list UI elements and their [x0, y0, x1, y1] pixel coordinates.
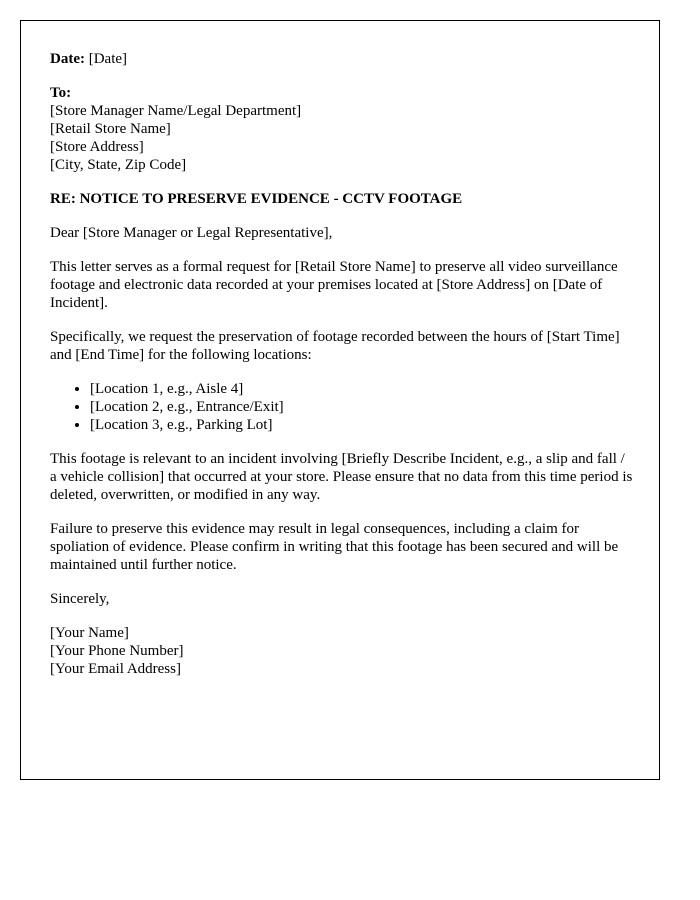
recipient-address: [Store Address] [50, 139, 144, 155]
letter-page [20, 20, 660, 780]
recipient-store: [Retail Store Name] [50, 121, 171, 137]
location-list [50, 380, 635, 434]
salutation: Dear [Store Manager or Legal Representative], [50, 225, 333, 241]
body-paragraph-3: This footage is relevant to an incident involving [Briefly Describe Incident, e.g., a slip and fall / a vehicle collision] that occurred at your store. Please ensure that no data from this time period is deleted, overwritten, or modified in any way. [50, 451, 633, 503]
subject-line: RE: NOTICE TO PRESERVE EVIDENCE - CCTV FOOTAGE [50, 191, 463, 207]
recipient-block [50, 84, 635, 174]
date-line [50, 50, 635, 68]
location-item: • [Location 2, e.g., Entrance/Exit] [90, 398, 635, 416]
signature-name: [Your Name] [50, 625, 129, 641]
date-value: [Date] [88, 51, 128, 67]
letter-content [50, 50, 635, 694]
date-label: Date: [50, 51, 85, 67]
location-item: • [Location 3, e.g., Parking Lot] [90, 416, 635, 434]
signature-block [50, 624, 635, 678]
closing: Sincerely, [50, 591, 110, 607]
signature-phone: [Your Phone Number] [50, 643, 184, 659]
body-paragraph-4: Failure to preserve this evidence may result in legal consequences, including a claim for spoliation of evidence. Please confirm in writing that this footage has been secured and will be maintained until further notice. [50, 521, 619, 573]
body-paragraph-2: Specifically, we request the preservation of footage recorded between the hours of [Start Time] and [End Time] for the following locations: [50, 329, 620, 363]
recipient-label: To: [50, 85, 72, 101]
signature-email: [Your Email Address] [50, 661, 181, 677]
recipient-city: [City, State, Zip Code] [50, 157, 187, 173]
recipient-name: [Store Manager Name/Legal Department] [50, 103, 302, 119]
location-item: • [Location 1, e.g., Aisle 4] [90, 380, 635, 398]
body-paragraph-1: This letter serves as a formal request for [Retail Store Name] to preserve all video surveillance footage and electronic data recorded at your premises located at [Store Address] on [Date of Incident]. [50, 259, 618, 311]
